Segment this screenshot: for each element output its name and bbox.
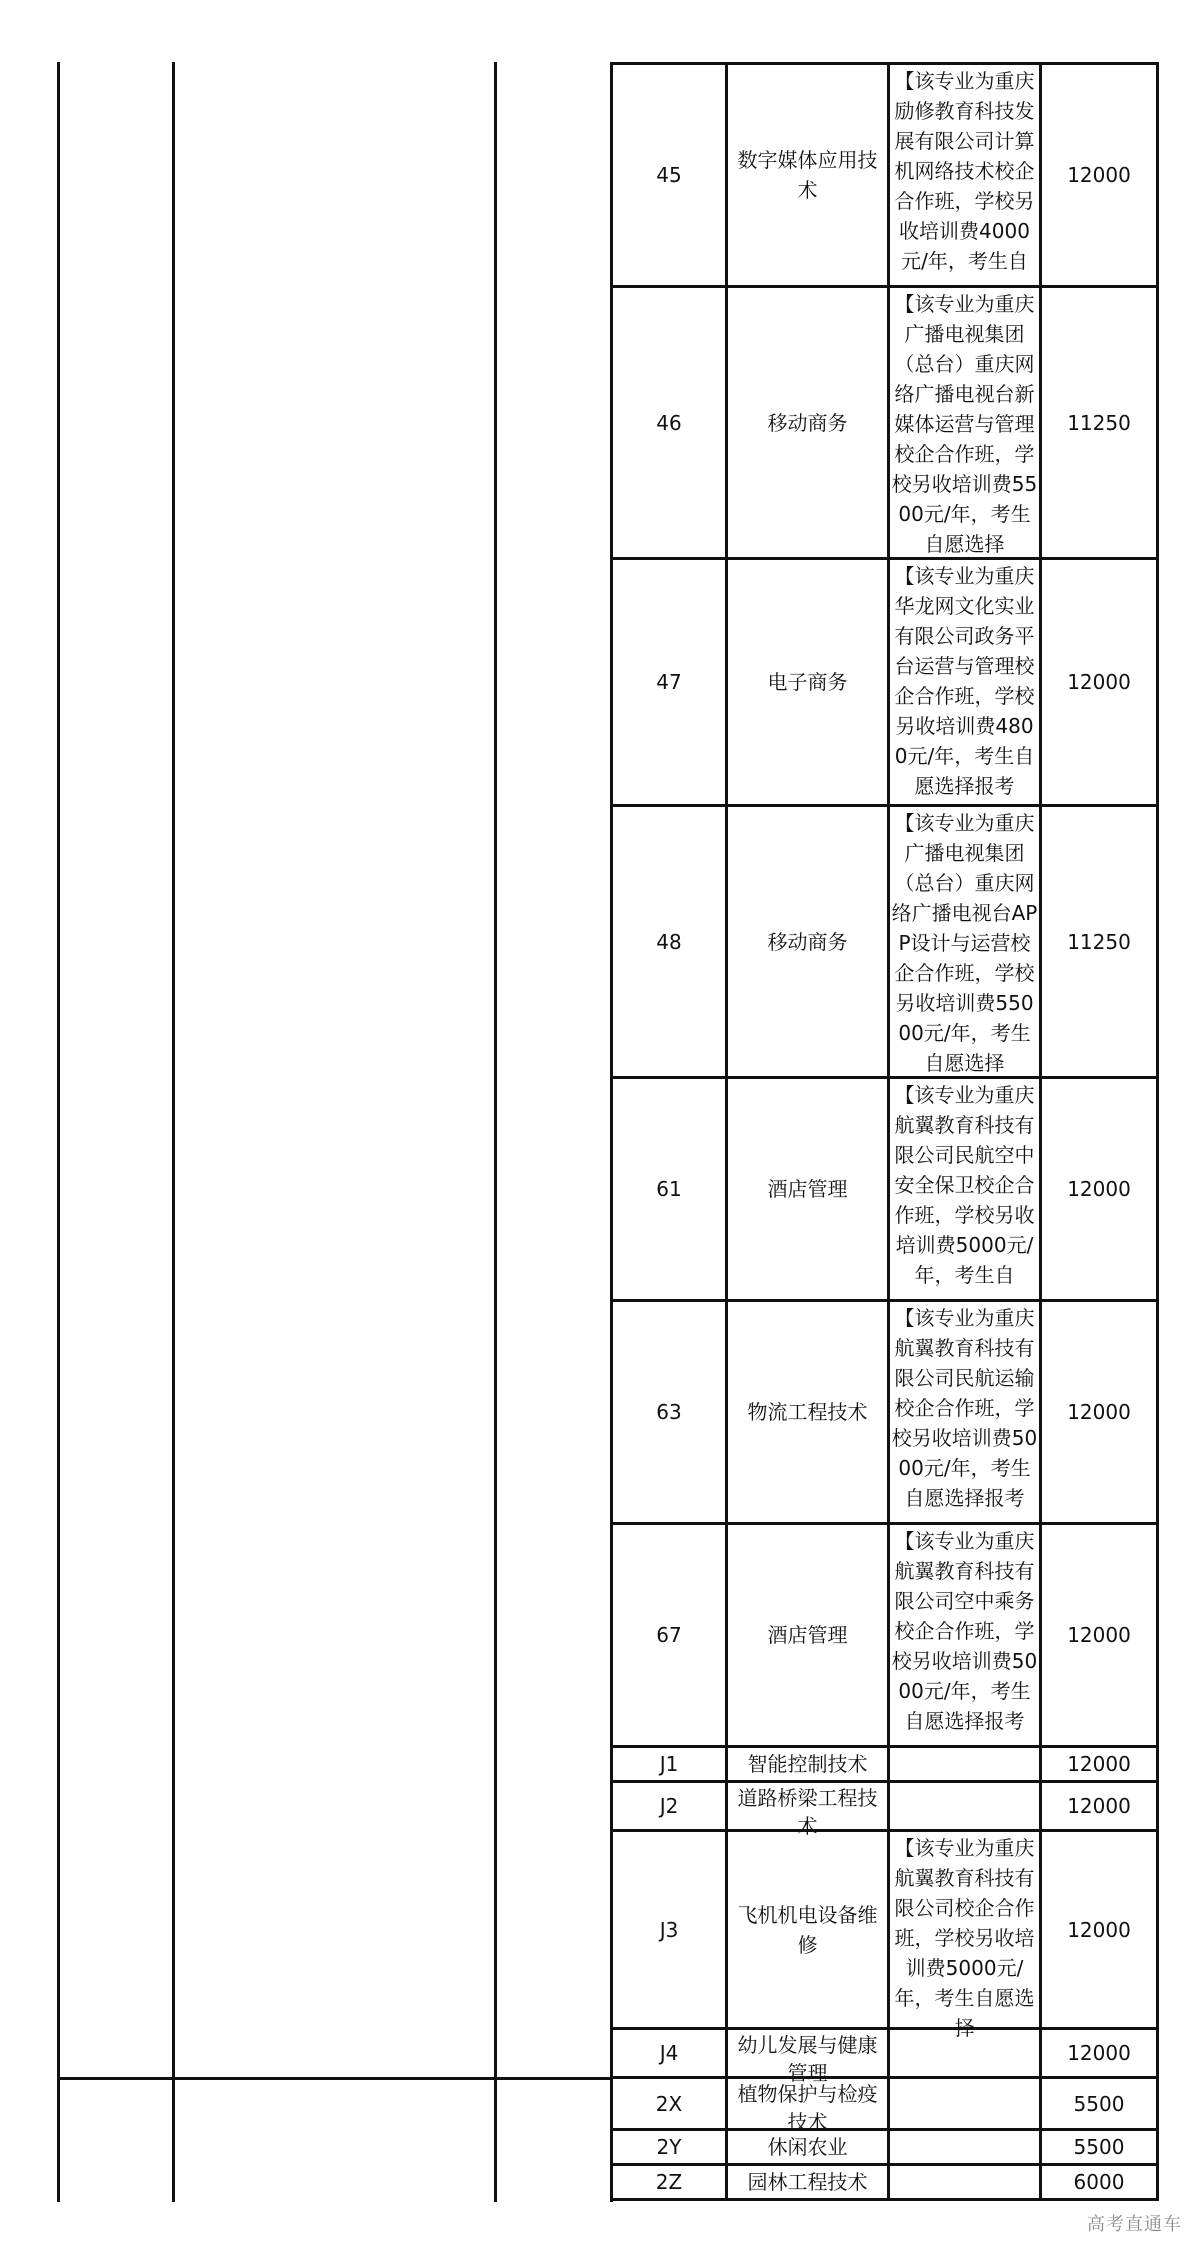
table-row [612,559,1158,806]
major-code: 63 [612,1301,727,1524]
major-code: 45 [612,64,727,287]
table-row [612,64,1158,287]
table-row [612,2078,1158,2130]
major-note-text [890,2031,1039,2075]
major-code: J2 [612,1782,727,1831]
major-note-text [890,1784,1039,1828]
major-note [889,2078,1041,2130]
major-name: 移动商务 [727,287,889,559]
major-note [889,1782,1041,1831]
table-row [612,806,1158,1078]
major-note-text [890,1749,1039,1779]
major-code: 47 [612,559,727,806]
table-row [612,2130,1158,2165]
table-row [612,2029,1158,2078]
major-fee: 6000 [1041,2165,1158,2200]
major-name: 园林工程技术 [727,2165,889,2200]
major-fee: 12000 [1041,1831,1158,2029]
major-note [889,64,1041,287]
major-name: 数字媒体应用技术 [727,64,889,287]
major-note [889,1831,1041,2040]
major-name: 休闲农业 [727,2130,889,2165]
left-column-rule-1 [57,62,60,2202]
major-fee: 12000 [1041,2029,1158,2078]
major-code: 67 [612,1524,727,1747]
major-name: 移动商务 [727,806,889,1078]
major-name: 物流工程技术 [727,1301,889,1524]
major-note [889,2029,1041,2078]
major-code: J3 [612,1831,727,2029]
major-name [727,2078,889,2134]
left-column-rule-3 [494,62,497,2202]
major-note [889,1301,1041,1524]
table-row [612,1747,1158,1782]
major-name-text: 道路桥梁工程技术 [737,1786,878,1838]
major-name: 酒店管理 [727,1524,889,1747]
major-fee: 12000 [1041,1078,1158,1301]
major-note [889,287,1041,559]
major-fee: 12000 [1041,1782,1158,1831]
major-name [727,1782,889,1838]
major-code: 2Y [612,2130,727,2165]
major-name [727,2029,889,2085]
major-fee: 11250 [1041,287,1158,559]
table-row [612,1831,1158,2029]
major-note-text: 【该专业为重庆航翼教育科技有限公司空中乘务校企合作班，学校另收培训费5000元/年，考生自愿选择报考 [891,1529,1038,1733]
major-fee: 12000 [1041,559,1158,806]
major-note [889,806,1041,1078]
left-column-rule-2 [172,62,175,2202]
major-note [889,1078,1041,1301]
major-note-text: 【该专业为重庆航翼教育科技有限公司民航空中安全保卫校企合作班，学校另收培训费5000元/年，考生自 [894,1083,1035,1287]
major-code: 61 [612,1078,727,1301]
major-fee: 5500 [1041,2078,1158,2130]
table-row [612,2165,1158,2200]
major-code: J4 [612,2029,727,2078]
table-row [612,1078,1158,1301]
group-divider-rule [57,2077,613,2080]
major-code: 2X [612,2078,727,2130]
major-note-text: 【该专业为重庆广播电视集团（总台）重庆网络广播电视台APP设计与运营校企合作班，学校另收培训费55000元/年，考生自愿选择 [891,811,1038,1075]
major-fee: 5500 [1041,2130,1158,2165]
major-note-text: 【该专业为重庆广播电视集团（总台）重庆网络广播电视台新媒体运营与管理校企合作班，学校另收培训费5500元/年，考生自愿选择 [891,292,1038,556]
major-code: 48 [612,806,727,1078]
major-name-text: 幼儿发展与健康管理 [737,2033,878,2085]
major-name: 酒店管理 [727,1078,889,1301]
table-row [612,1782,1158,1831]
major-fee: 11250 [1041,806,1158,1078]
major-name: 飞机机电设备维修 [727,1831,889,2029]
major-note [889,2165,1041,2200]
major-note [889,1747,1041,1782]
major-fee: 12000 [1041,1524,1158,1747]
major-note-text: 【该专业为重庆华龙网文化实业有限公司政务平台运营与管理校企合作班，学校另收培训费4800元/年，考生自愿选择报考 [894,564,1035,798]
major-name-text: 植物保护与检疫技术 [737,2082,878,2134]
table-row [612,1524,1158,1747]
major-fee: 12000 [1041,1747,1158,1782]
major-note-text: 【该专业为重庆航翼教育科技有限公司校企合作班，学校另收培训费5000元/年，考生自愿选择 [894,1836,1035,2040]
watermark-logo: 高考直通车 [1087,2214,1182,2235]
table-row [612,1301,1158,1524]
major-name: 电子商务 [727,559,889,806]
major-note-text: 【该专业为重庆励修教育科技发展有限公司计算机网络技术校企合作班，学校另收培训费4000元/年，考生自 [894,69,1035,273]
major-note-text [890,2080,1039,2127]
table-row [612,287,1158,559]
majors-table [610,62,1159,2201]
major-fee: 12000 [1041,1301,1158,1524]
major-note [889,1524,1041,1747]
major-note-text: 【该专业为重庆航翼教育科技有限公司民航运输校企合作班，学校另收培训费5000元/年，考生自愿选择报考 [891,1306,1038,1510]
major-note-text [890,2167,1039,2197]
major-name: 智能控制技术 [727,1747,889,1782]
major-note [889,559,1041,806]
major-note-text [890,2132,1039,2162]
major-code: J1 [612,1747,727,1782]
major-fee: 12000 [1041,64,1158,287]
major-note [889,2130,1041,2165]
major-code: 2Z [612,2165,727,2200]
major-code: 46 [612,287,727,559]
